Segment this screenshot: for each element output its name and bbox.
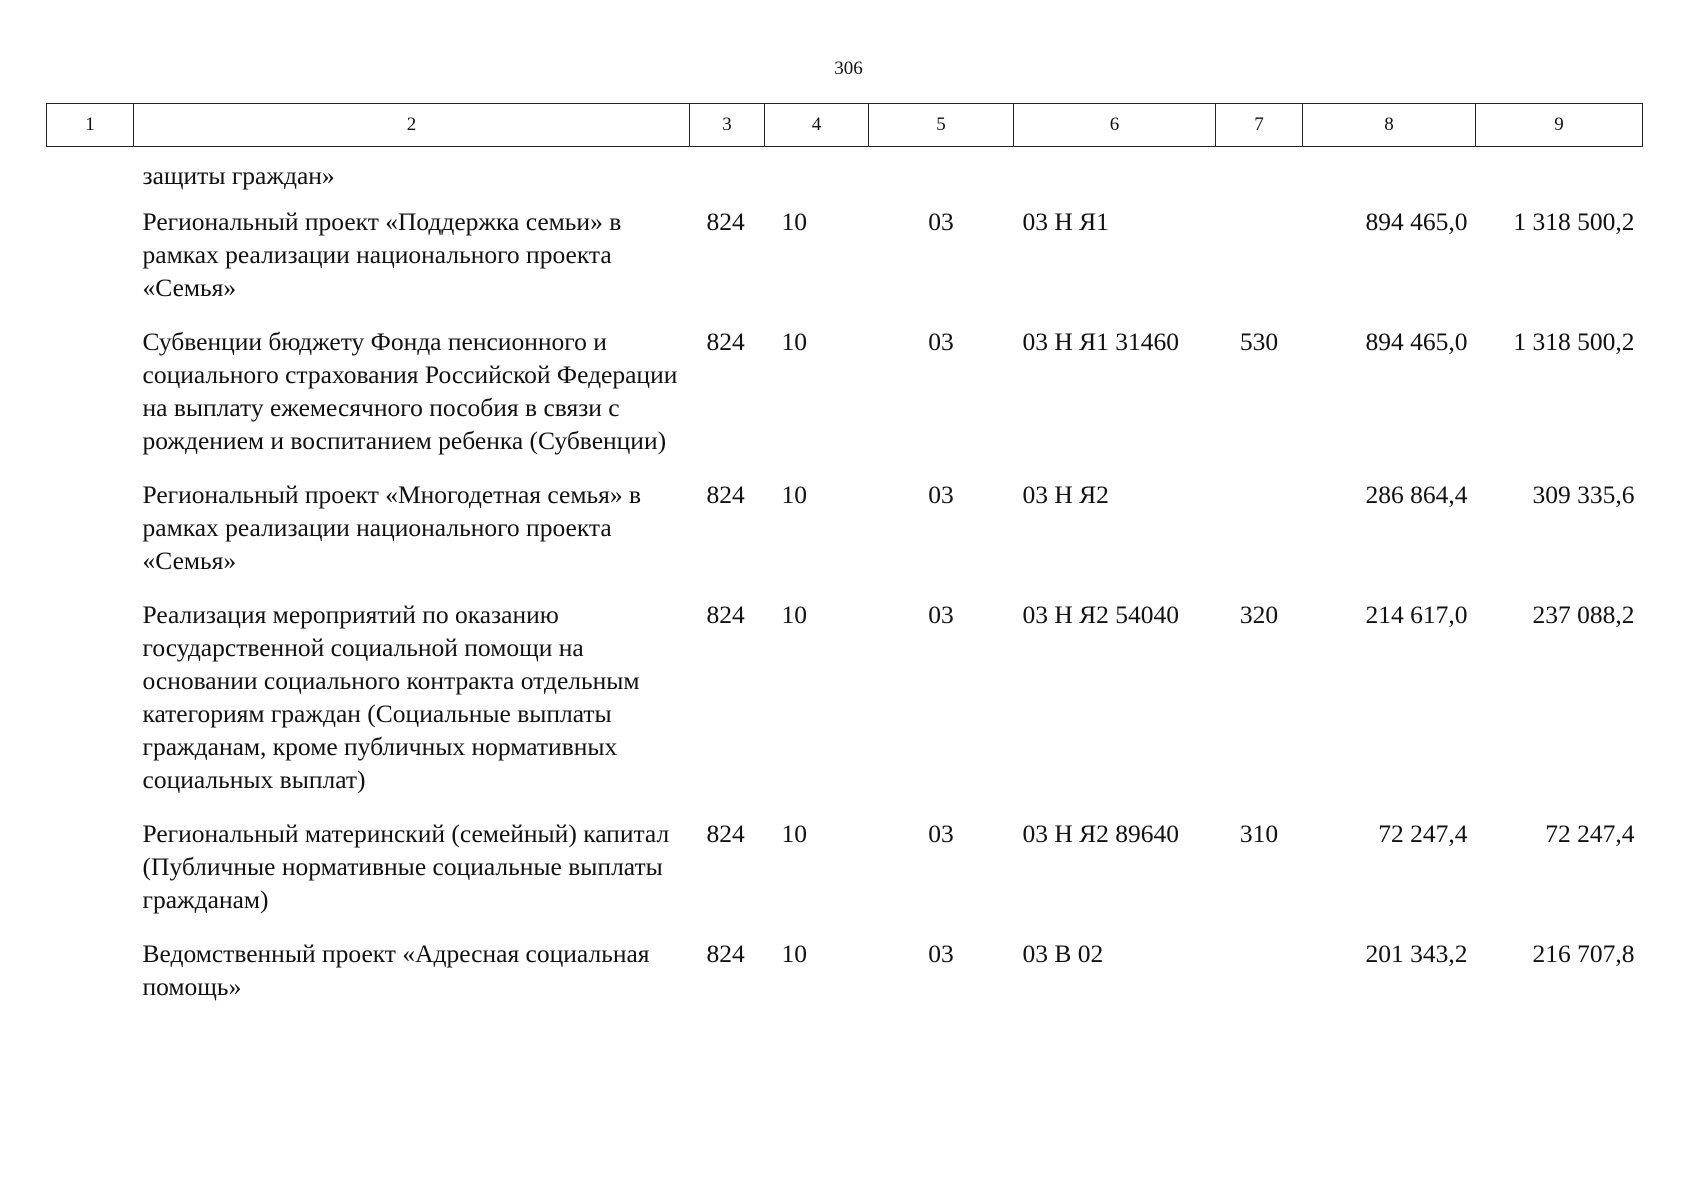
col-3-cell [690, 147, 765, 206]
col-6-cell: 03 Н Я1 31460 [1022, 327, 1180, 356]
col-1-cell [47, 325, 134, 478]
col-9-cell: 1 318 500,2 [1513, 207, 1635, 236]
col-6-cell: 03 Н Я2 54040 [1022, 600, 1180, 629]
col-5-cell: 03 [928, 327, 954, 356]
col-4-cell: 10 [781, 939, 807, 968]
col-9-cell: 309 335,6 [1532, 480, 1635, 509]
item-name-cell: Региональный материнский (семейный) капитал (Публичные нормативные социальные выплаты гражданам) [142, 819, 670, 914]
header-col-3: 3 [690, 104, 765, 147]
item-name-cell: защиты граждан» [142, 161, 335, 190]
col-9-cell [1476, 147, 1643, 206]
col-9-cell: 1 318 500,2 [1513, 327, 1635, 356]
col-6-cell [1014, 147, 1216, 206]
header-col-9: 9 [1476, 104, 1643, 147]
col-8-cell: 286 864,4 [1365, 480, 1468, 509]
col-4-cell [765, 147, 869, 206]
col-4-cell: 10 [781, 600, 807, 629]
col-7-cell [1216, 147, 1303, 206]
col-8-cell: 201 343,2 [1365, 939, 1468, 968]
table-row [47, 205, 1643, 325]
col-9-cell: 237 088,2 [1532, 600, 1635, 629]
col-4-cell: 10 [781, 819, 807, 848]
budget-table [46, 103, 1643, 1024]
col-5-cell: 03 [928, 207, 954, 236]
col-7-cell [1216, 478, 1303, 598]
col-9-cell: 72 247,4 [1545, 819, 1635, 848]
col-7-cell [1216, 205, 1303, 325]
col-5-cell: 03 [928, 600, 954, 629]
header-col-7: 7 [1216, 104, 1303, 147]
header-col-5: 5 [869, 104, 1014, 147]
table-row [47, 325, 1643, 478]
table-row [47, 478, 1643, 598]
col-3-cell: 824 [706, 480, 745, 509]
col-1-cell [47, 598, 134, 817]
col-3-cell: 824 [706, 819, 745, 848]
table-row [47, 937, 1643, 1024]
col-1-cell [47, 817, 134, 937]
col-1-cell [47, 937, 134, 1024]
col-5-cell: 03 [928, 819, 954, 848]
col-5-cell [869, 147, 1014, 206]
col-3-cell: 824 [706, 327, 745, 356]
col-3-cell: 824 [706, 600, 745, 629]
col-1-cell [47, 147, 134, 206]
col-8-cell: 214 617,0 [1365, 600, 1468, 629]
header-col-4: 4 [765, 104, 869, 147]
header-row [47, 104, 1643, 147]
item-name-cell: Региональный проект «Поддержка семьи» в рамках реализации национального проекта «Семья» [142, 207, 622, 302]
col-8-cell: 72 247,4 [1378, 819, 1468, 848]
col-1-cell [47, 478, 134, 598]
header-col-8: 8 [1303, 104, 1476, 147]
col-3-cell: 824 [706, 207, 745, 236]
col-7-cell [1216, 937, 1303, 1024]
item-name-cell: Ведомственный проект «Адресная социальная помощь» [142, 939, 650, 1001]
item-name-cell: Реализация мероприятий по оказанию государственной социальной помощи на основании социального контракта отдельным категориям граждан (Социальные выплаты гражданам, кроме публичных нормативных социальных выплат) [142, 600, 640, 794]
table-row [47, 147, 1643, 206]
item-name-cell: Субвенции бюджету Фонда пенсионного и социального страхования Российской Федерации на выплату ежемесячного пособия в связи с рождением и воспитанием ребенка (Субвенции) [142, 327, 678, 455]
col-6-cell: 03 Н Я2 [1022, 480, 1109, 509]
col-8-cell [1303, 147, 1476, 206]
col-6-cell: 03 В 02 [1022, 939, 1104, 968]
col-7-cell: 320 [1239, 600, 1279, 629]
header-col-2: 2 [134, 104, 690, 147]
table-row [47, 817, 1643, 937]
col-6-cell: 03 Н Я1 [1022, 207, 1109, 236]
col-5-cell: 03 [928, 939, 954, 968]
col-3-cell: 824 [706, 939, 745, 968]
col-4-cell: 10 [781, 480, 807, 509]
header-col-1: 1 [47, 104, 134, 147]
col-9-cell: 216 707,8 [1532, 939, 1635, 968]
col-1-cell [47, 205, 134, 325]
col-5-cell: 03 [928, 480, 954, 509]
col-7-cell: 530 [1239, 327, 1279, 356]
page-number: 306 [834, 58, 863, 79]
header-col-6: 6 [1014, 104, 1216, 147]
col-8-cell: 894 465,0 [1365, 207, 1468, 236]
col-6-cell: 03 Н Я2 89640 [1022, 819, 1180, 848]
item-name-cell: Региональный проект «Многодетная семья» в рамках реализации национального проекта «Семья» [142, 480, 641, 575]
col-8-cell: 894 465,0 [1365, 327, 1468, 356]
table-row [47, 598, 1643, 817]
col-7-cell: 310 [1239, 819, 1279, 848]
col-4-cell: 10 [781, 207, 807, 236]
col-4-cell: 10 [781, 327, 807, 356]
